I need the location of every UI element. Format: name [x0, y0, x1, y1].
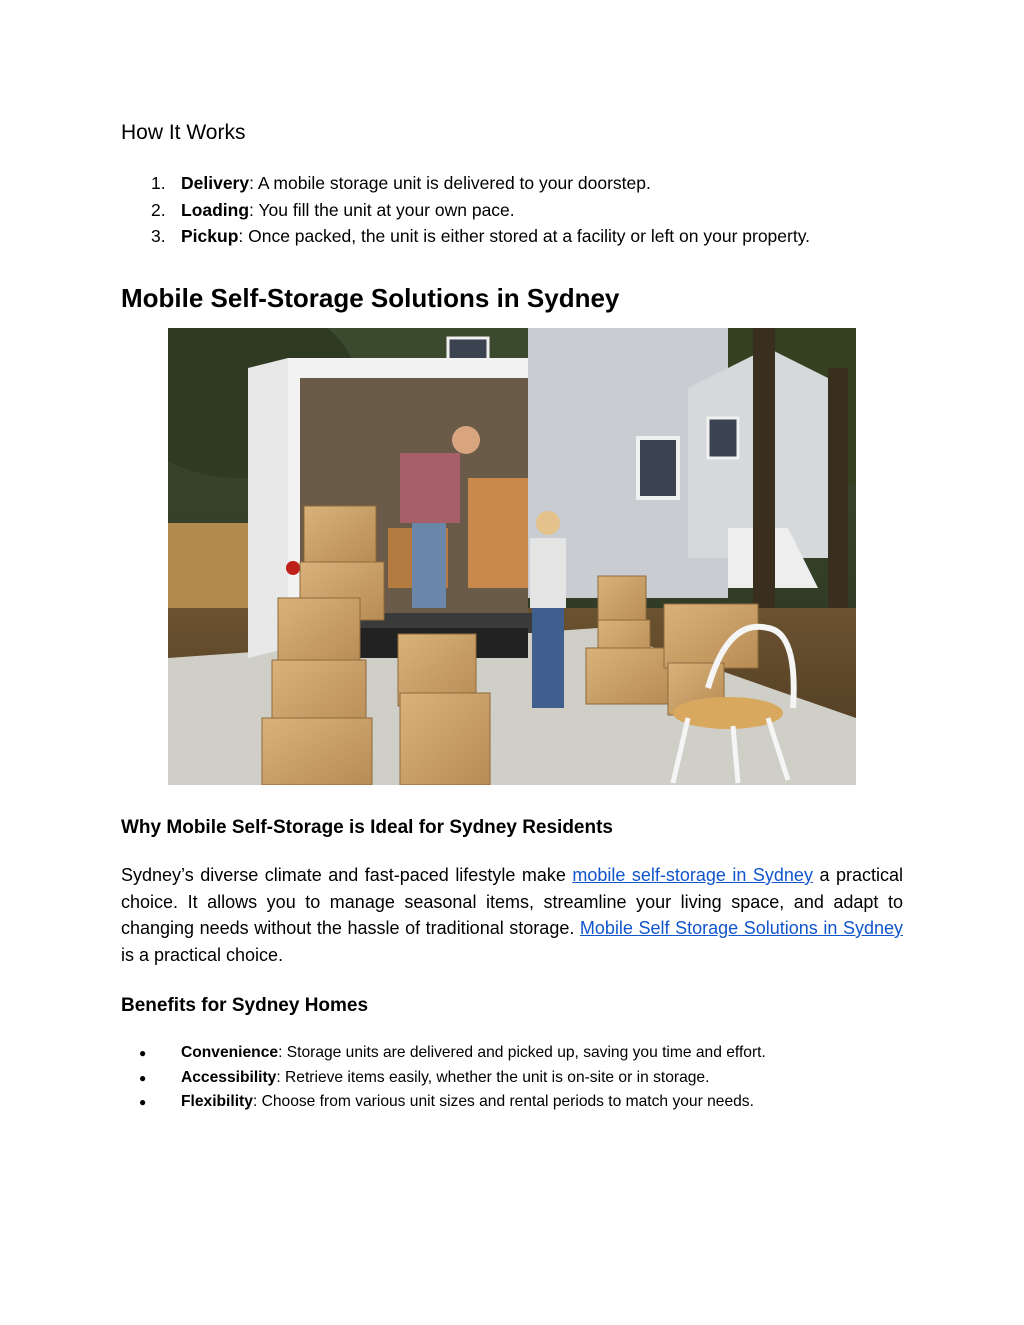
benefit-item: [121, 1090, 921, 1115]
benefit-term: Flexibility: [181, 1093, 253, 1110]
page-title: Mobile Self-Storage Solutions in Sydney: [121, 283, 620, 313]
bullet-icon: ●: [139, 1046, 147, 1060]
step-text: : Once packed, the unit is either stored at a facility or left on your property.: [238, 226, 811, 247]
paragraph-text: a practical choice. It allows you to manage seasonal items, streamline your living space, and adapt to changing needs without the hassle of traditional storage.: [121, 865, 903, 938]
bullet-icon: ●: [139, 1095, 147, 1109]
benefits-list: [121, 1041, 921, 1115]
benefit-term: Accessibility: [181, 1068, 277, 1086]
step-term: Pickup: [181, 226, 239, 247]
benefit-item: [121, 1041, 921, 1066]
paragraph-text: is a practical choice.: [121, 944, 284, 965]
step-text: : A mobile storage unit is delivered to your doorstep.: [249, 173, 651, 193]
mobile-self-storage-link[interactable]: mobile self-storage in Sydney: [572, 865, 813, 885]
moving-truck-photo: [168, 328, 856, 785]
step-item: [121, 223, 921, 250]
step-number: 2.: [151, 199, 166, 220]
why-section-paragraph: [121, 862, 903, 968]
mobile-self-storage-solutions-link[interactable]: Mobile Self Storage Solutions in Sydney: [579, 918, 903, 938]
benefit-item: [121, 1066, 921, 1091]
benefits-heading: Benefits for Sydney Homes: [121, 995, 369, 1016]
how-it-works-steps: [121, 170, 921, 250]
step-text: : You fill the unit at your own pace.: [249, 199, 515, 220]
step-item: [121, 170, 921, 197]
step-item: [121, 197, 921, 224]
benefit-term: Convenience: [181, 1044, 279, 1061]
benefit-text: : Storage units are delivered and picked up, saving you time and effort.: [278, 1044, 766, 1061]
bullet-icon: ●: [139, 1070, 147, 1085]
why-section-heading: Why Mobile Self-Storage is Ideal for Sydney Residents: [121, 817, 613, 838]
benefit-text: : Retrieve items easily, whether the unit is on-site or in storage.: [276, 1068, 710, 1086]
how-it-works-heading: How It Works: [121, 121, 246, 144]
paragraph-text: Sydney’s diverse climate and fast-paced lifestyle make: [121, 865, 573, 885]
step-term: Delivery: [181, 173, 250, 193]
benefit-text: : Choose from various unit sizes and rental periods to match your needs.: [252, 1093, 754, 1110]
step-number: 3.: [151, 226, 166, 247]
step-term: Loading: [181, 199, 250, 220]
step-number: 1.: [151, 173, 166, 193]
